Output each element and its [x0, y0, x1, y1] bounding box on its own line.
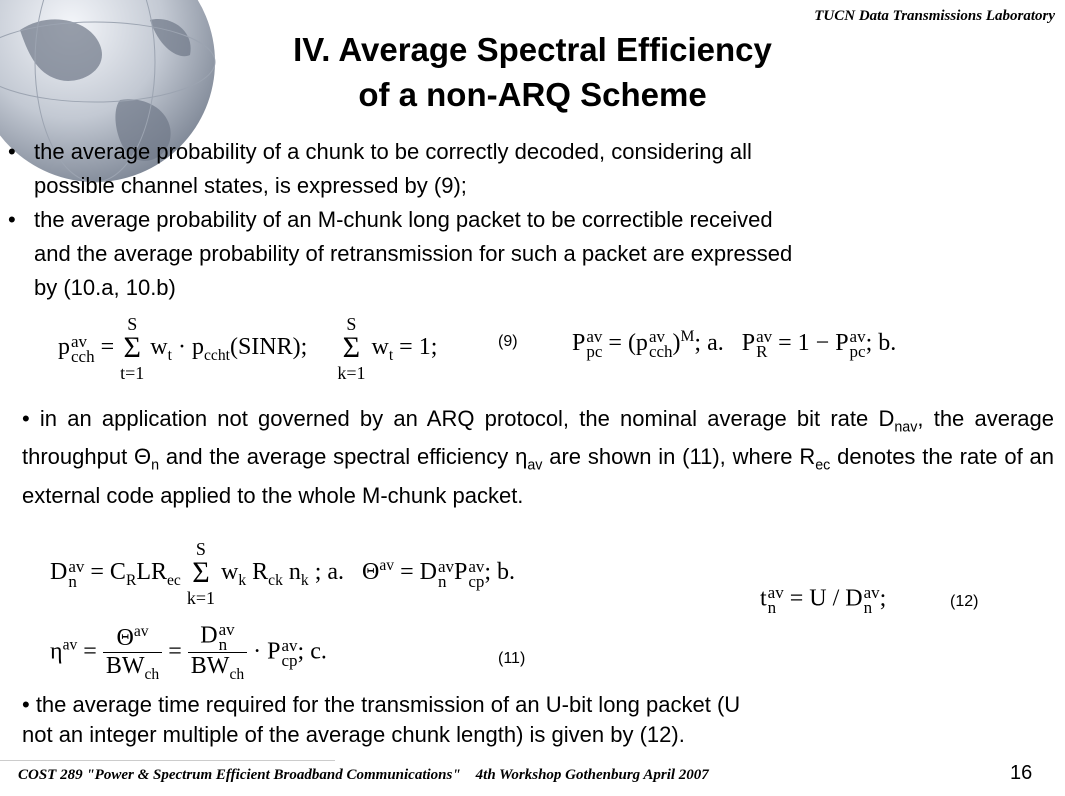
bullet-dot-icon: •	[8, 207, 16, 232]
footer-text: COST 289 "Power & Spectrum Efficient Broadband Communications" 4th Workshop Gothenburg April 2007	[18, 767, 709, 783]
paragraph-throughput: • in an application not governed by an ARQ protocol, the nominal average bit rate $D_{nav}$, the average throughput $\Theta_n$ and the average spectral efficiency $\eta_{av}$ are shown in (11), where $R_{ec}$ denotes the rate of an external code applied to the whole M-chunk packet.	[22, 406, 1054, 508]
bullet-2-line3: by (10.a, 10.b)	[34, 275, 176, 300]
equation-10: P av pc = (p av cch )$^M$; a. P av R = 1 − P av pc ; b.	[572, 327, 897, 362]
eq-label-12: (12)	[950, 593, 979, 610]
bullet-1-line2: possible channel states, is expressed by (9);	[34, 173, 467, 198]
bullet-1	[8, 135, 752, 203]
bullet-dot-icon: •	[22, 692, 30, 717]
bullet-dot-icon: •	[22, 406, 30, 431]
bullet-2	[8, 203, 793, 305]
bullet-2-line1: the average probability of an M-chunk long packet to be correctible received	[34, 207, 773, 232]
equation-11c: $\eta^{av}$ = $\frac{\Theta^{av}}{BW_{ch}}$ = D av n $BW_{ch}$ · P av cp ; c.	[50, 620, 327, 683]
bullet-2-line2: and the average probability of retransmission for such a packet are expressed	[34, 241, 793, 266]
lab-header: TUCN Data Transmissions Laboratory	[814, 8, 1055, 24]
slide-title-line1: IV. Average Spectral Efficiency	[293, 31, 772, 68]
bullet-1-line1: the average probability of a chunk to be correctly decoded, considering all	[34, 139, 752, 164]
bullet-dot-icon: •	[8, 139, 16, 164]
page-number: 16	[1010, 762, 1033, 784]
equation-12: t av n = U / D av n ;	[760, 583, 887, 617]
slide-title-line2: of a non-ARQ Scheme	[358, 76, 707, 113]
paragraph-transmission-time: • the average time required for the transmission of an U-bit long packet (U not an integer multiple of the average chunk length) is given by (12).	[22, 692, 741, 747]
equation-9: p av cch = S Σ t=1 $w_t$ · $p_{ccht}(SINR)$; S Σ k=1 $w_t = 1$;	[58, 314, 438, 383]
eq-label-9: (9)	[498, 333, 518, 350]
footer-divider	[0, 760, 335, 761]
eq-label-11: (11)	[498, 650, 526, 667]
equation-11ab: D av n = $C_RLR_{ec}$ S Σ k=1 $w_k$ $R_{ck}$ $n_k$ ; a. $\Theta^{av} = D$ av n P av cp ; b.	[50, 539, 516, 608]
